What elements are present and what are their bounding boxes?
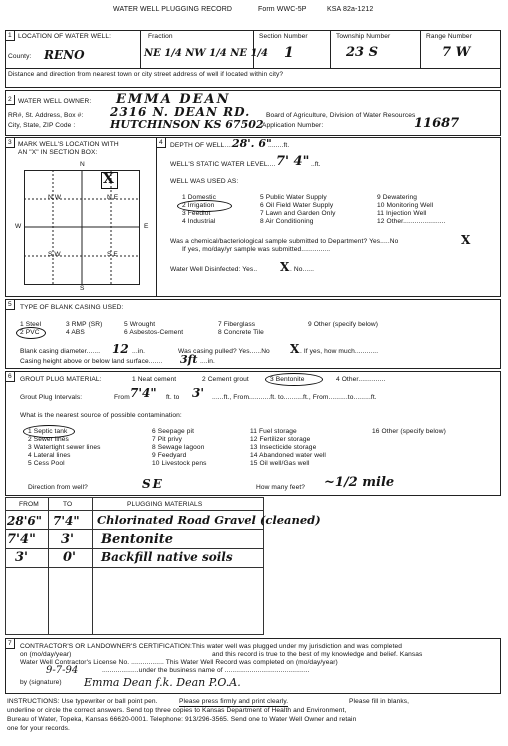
mark-location-line1: MARK WELL'S LOCATION WITH — [18, 141, 119, 148]
cert-line-3: Water Well Contractor's License No. ................. This Water Well Record was completed on (mo/day/year) — [20, 659, 338, 666]
quadrant-ne: N E — [107, 194, 119, 201]
use-option[interactable]: 4 Industrial — [182, 218, 216, 225]
instructions-line-1c: Please fill in blanks, — [349, 698, 410, 705]
static-level-value[interactable]: 7' 4" — [276, 154, 310, 169]
section-2-owner — [5, 90, 501, 136]
owner-label: WATER WELL OWNER: — [18, 98, 92, 105]
instructions-line-4: one for your records. — [7, 725, 70, 732]
fraction-value[interactable]: NE 1/4 NW 1/4 NE 1/4 — [144, 48, 269, 59]
city-label: City, State, ZIP Code : — [8, 122, 76, 129]
county-label: County: — [8, 53, 32, 60]
source-option[interactable]: 9 Feedyard — [152, 452, 187, 459]
height-unit: ....in. — [200, 358, 215, 365]
bentonite-circle — [265, 373, 323, 386]
static-level-label: WELL'S STATIC WATER LEVEL.... — [170, 161, 276, 168]
section-number: 5 — [6, 300, 15, 310]
disinfected-label: Water Well Disinfected: Yes.. — [170, 266, 258, 273]
section-grid[interactable] — [24, 170, 140, 285]
township-value[interactable]: 23 S — [346, 45, 379, 60]
use-option[interactable]: 12 Other...................... — [377, 218, 446, 225]
use-option[interactable]: 11 Injection Well — [377, 210, 427, 217]
row2-to[interactable]: 3' — [61, 532, 75, 547]
height-label: Casing height above or below land surface....... — [20, 358, 163, 365]
intervals-label: Grout Plug Intervals: — [20, 394, 83, 401]
use-option[interactable]: 6 Oil Field Water Supply — [260, 202, 334, 209]
compass-s: S — [80, 285, 85, 292]
row2-from[interactable]: 7'4" — [7, 532, 36, 547]
sample-date-label: If yes, mo/day/yr sample was submitted............... — [182, 246, 331, 253]
source-option[interactable]: 7 Pit privy — [152, 436, 183, 443]
instructions-line-1a: INSTRUCTIONS: Use typewriter or ball point pen. — [7, 698, 158, 705]
interval-to-value[interactable]: 3' — [192, 386, 205, 400]
casing-option[interactable]: 5 Wrought — [124, 321, 156, 328]
compass-w: W — [15, 223, 22, 230]
section-number: 4 — [157, 138, 166, 148]
grout-option[interactable]: 4 Other.............. — [336, 376, 386, 383]
cert-line-2b: and this record is true to the best of my knowledge and belief. Kansas — [212, 651, 423, 658]
depth-label: DEPTH OF WELL....... — [170, 142, 238, 149]
source-option[interactable]: 5 Cess Pool — [28, 460, 65, 467]
diameter-value[interactable]: 12 — [112, 342, 129, 356]
location-label: LOCATION OF WATER WELL: — [18, 33, 112, 40]
township-label: Township Number — [336, 33, 391, 40]
owner-value[interactable]: EMMA DEAN — [116, 92, 231, 107]
use-option[interactable]: 5 Public Water Supply — [260, 194, 327, 201]
row1-from[interactable]: 28'6" — [7, 514, 42, 528]
disinfected-mark[interactable]: X — [280, 260, 290, 274]
depth-unit: ........ft. — [268, 142, 290, 149]
col-material-header: PLUGGING MATERIALS — [127, 501, 203, 508]
mark-location-line2: AN "X" IN SECTION BOX: — [18, 149, 98, 156]
casing-option[interactable]: 3 RMP (SR) — [66, 321, 103, 328]
range-label: Range Number — [426, 33, 472, 40]
grout-label: GROUT PLUG MATERIAL: — [20, 376, 102, 383]
section-label: Section Number — [259, 33, 308, 40]
board-label: Board of Agriculture, Division of Water Resources — [266, 112, 416, 119]
cert-line-4: ...................under the business name of ............................................ — [102, 667, 310, 674]
row2-material[interactable]: Bentonite — [101, 532, 174, 547]
source-option[interactable]: 3 Watertight sewer lines — [28, 444, 101, 451]
section-number: 2 — [6, 95, 15, 105]
static-level-unit: ..ft. — [311, 161, 321, 168]
section-number: 3 — [6, 138, 15, 148]
how-many-feet-value[interactable]: ~1/2 mile — [324, 475, 395, 490]
source-option[interactable]: 13 Insecticide storage — [250, 444, 317, 451]
source-option[interactable]: 15 Oil well/Gas well — [250, 460, 310, 467]
casing-option[interactable]: 9 Other (specify below) — [308, 321, 379, 328]
section-number: 1 — [6, 31, 15, 41]
address-label: RR#, St. Address, Box #: — [8, 112, 84, 119]
range-value[interactable]: 7 W — [442, 45, 471, 60]
section-5-casing — [5, 299, 501, 369]
section-value[interactable]: 1 — [284, 45, 294, 61]
how-much-label: . If yes, how much............ — [300, 348, 379, 355]
grout-option-selected[interactable]: 3 Bentonite — [270, 376, 305, 383]
source-option[interactable]: 6 Seepage pit — [152, 428, 194, 435]
section-number: 7 — [6, 639, 15, 649]
from-label: From — [114, 394, 130, 401]
direction-value[interactable]: SE — [142, 477, 164, 491]
pulled-no-mark[interactable]: X — [290, 342, 300, 356]
cert-line-2a: on (mo/day/year) — [20, 651, 72, 658]
distance-label: Distance and direction from nearest town or city street address of well if located within city? — [8, 71, 284, 78]
use-option[interactable]: 1 Domestic — [182, 194, 216, 201]
use-option-selected[interactable]: 2 Irrigation — [182, 202, 215, 209]
well-location-box — [101, 172, 118, 189]
grout-option[interactable]: 1 Neat cement — [132, 376, 177, 383]
interval-from-value[interactable]: 7'4" — [130, 386, 157, 400]
completion-date[interactable]: 9-7-94 — [46, 665, 79, 676]
instructions-line-3: Bureau of Water, Topeka, Kansas 66620-0001. Telephone: 913/296-3565. Send one to Water Well Owner and retain — [7, 716, 357, 723]
how-many-feet-label: How many feet? — [256, 484, 306, 491]
compass-e: E — [144, 223, 149, 230]
sample-question: Was a chemical/bacteriological sample submitted to Department? Yes.....No — [170, 238, 399, 245]
city-value[interactable]: HUTCHINSON KS 67502 — [110, 118, 264, 131]
used-as-label: WELL WAS USED AS: — [170, 178, 239, 185]
diameter-unit: ...in. — [132, 348, 146, 355]
row3-to[interactable]: 0' — [63, 550, 77, 565]
to-label: ft. to — [166, 394, 180, 401]
diameter-label: Blank casing diameter....... — [20, 348, 101, 355]
compass-n: N — [80, 161, 85, 168]
casing-option-selected[interactable]: 2 PVC — [20, 329, 40, 336]
use-option[interactable]: 7 Lawn and Garden Only — [260, 210, 336, 217]
pvc-circle — [16, 327, 46, 339]
quadrant-nw: N W — [48, 194, 62, 201]
row1-material[interactable]: Chlorinated Road Gravel (cleaned) — [97, 513, 321, 527]
row1-to[interactable]: 7'4" — [53, 514, 80, 528]
instructions-line-1b: Please press firmly and print clearly. — [179, 698, 289, 705]
fraction-label: Fraction — [148, 33, 173, 40]
cert-line-1: CONTRACTOR'S OR LANDOWNER'S CERTIFICATION:This water well was plugged under my jurisdiction and was completed — [20, 643, 403, 650]
source-option[interactable]: 16 Other (specify below) — [372, 428, 446, 435]
use-option[interactable]: 8 Air Conditioning — [260, 218, 314, 225]
signature[interactable]: Emma Dean f.k. Dean P.O.A. — [84, 676, 241, 689]
source-option-selected[interactable]: 1 Septic tank — [28, 428, 68, 435]
source-option[interactable]: 8 Sewage lagoon — [152, 444, 205, 451]
quadrant-sw: S W — [48, 251, 61, 258]
use-option[interactable]: 9 Dewatering — [377, 194, 418, 201]
section-6-grout — [5, 371, 501, 496]
source-option[interactable]: 12 Fertilizer storage — [250, 436, 311, 443]
application-label: Application Number: — [262, 122, 324, 129]
col-from-header: FROM — [19, 501, 39, 508]
section-3-4 — [5, 137, 501, 297]
cert-signature-label: by (signature) — [20, 679, 62, 686]
casing-option[interactable]: 1 Steel — [20, 321, 42, 328]
application-value[interactable]: 11687 — [414, 116, 460, 131]
disinfected-no: . No...... — [290, 266, 315, 273]
quadrant-se: S E — [107, 251, 118, 258]
instructions — [5, 696, 501, 742]
contamination-label: What is the nearest source of possible contamination: — [20, 412, 182, 419]
county-value[interactable]: RENO — [44, 48, 85, 62]
section-1-location — [5, 30, 501, 88]
casing-option[interactable]: 4 ABS — [66, 329, 85, 336]
source-option[interactable]: 14 Abandoned water well — [250, 452, 326, 459]
height-value[interactable]: 3ft — [180, 353, 198, 366]
section-number: 6 — [6, 372, 15, 382]
additional-intervals: ......ft., From...........ft. to..........ft., From..........to.........ft. — [212, 394, 377, 401]
casing-title: TYPE OF BLANK CASING USED: — [20, 304, 124, 311]
col-to-header: TO — [63, 501, 73, 508]
sample-no-mark[interactable]: X — [461, 233, 471, 247]
form-title: WATER WELL PLUGGING RECORD — [113, 6, 233, 13]
address-value[interactable]: 2316 N. DEAN RD. — [110, 105, 251, 119]
casing-option[interactable]: 6 Asbestos-Cement — [124, 329, 184, 336]
depth-value[interactable]: 28'. 6" — [232, 137, 272, 150]
casing-option[interactable]: 8 Concrete Tile — [218, 329, 264, 336]
section-7-certification — [5, 638, 501, 694]
direction-label: Direction from well? — [28, 484, 88, 491]
casing-option[interactable]: 7 Fiberglass — [218, 321, 256, 328]
source-option[interactable]: 11 Fuel storage — [250, 428, 297, 435]
source-option[interactable]: 10 Livestock pens — [152, 460, 207, 467]
form-number: Form WWC-5P — [258, 6, 307, 13]
use-option[interactable]: 3 Feedlot — [182, 210, 211, 217]
pulled-label: Was casing pulled? Yes......No — [178, 348, 270, 355]
plugging-table — [5, 497, 501, 635]
use-option[interactable]: 10 Monitoring Well — [377, 202, 434, 209]
source-option[interactable]: 2 Sewer lines — [28, 436, 69, 443]
ksa-reference: KSA 82a-1212 — [327, 6, 374, 13]
instructions-line-2: underline or circle the correct answers. Send top three copies to Kansas Department of Health and Environment, — [7, 707, 347, 714]
row3-material[interactable]: Backfill native soils — [101, 550, 233, 564]
grout-option[interactable]: 2 Cement grout — [202, 376, 249, 383]
source-option[interactable]: 4 Lateral lines — [28, 452, 71, 459]
well-location-mark[interactable]: X — [103, 171, 114, 187]
row3-from[interactable]: 3' — [15, 550, 29, 565]
